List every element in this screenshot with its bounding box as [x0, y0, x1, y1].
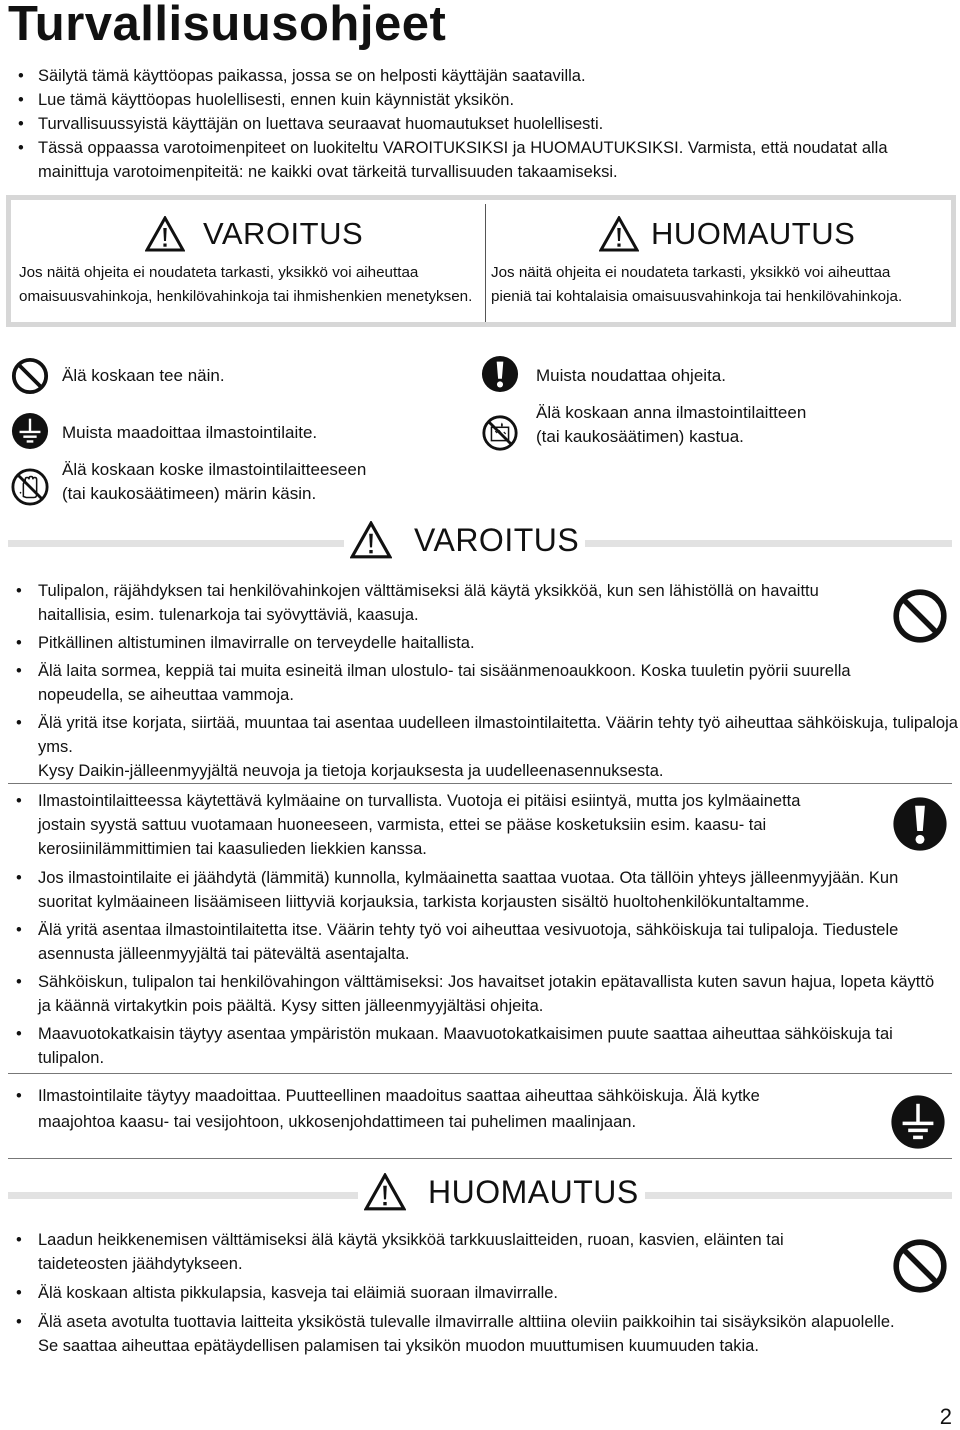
no-water-icon	[481, 414, 519, 452]
definitions-divider	[485, 204, 486, 322]
legend-never-text: Älä koskaan tee näin.	[62, 366, 225, 385]
list-item: • Pitkällinen altistuminen ilmavirralle on terveydelle haitallista.	[16, 634, 475, 652]
list-item: • Älä laita sormea, keppiä tai muita esineitä ilman ulostulo- tai sisäänmenoaukkoon. Koska tuuletin pyörii suurella nopeudella, se aiheuttaa vammoja.	[16, 662, 851, 704]
list-item: • Laadun heikkenemisen välttämiseksi älä käytä yksikköä tarkkuuslaitteiden, ruoan, kasvien, eläinten tai taideteosten jäähdytykseen.	[16, 1231, 784, 1273]
list-item: • Turvallisuussyistä käyttäjän on luettava seuraavat huomautukset huolellisesti.	[18, 115, 604, 133]
list-item: • Älä yritä itse korjata, siirtää, muuntaa tai asentaa uudelleen ilmastointilaitetta. Väärin tehty työ aiheuttaa sähköiskuja, tulipaloja yms. Kysy Daikin-jälleenmyyjältä neuvoja ja tietoja korjauksesta ja uudelleenasennuksesta.	[16, 714, 958, 780]
caution-triangle-icon	[364, 1173, 406, 1211]
intro-list	[18, 64, 958, 184]
list-item: • Jos ilmastointilaite ei jäähdytä (lämmitä) kunnolla, kylmäainetta saattaa vuotaa. Ota tällöin yhteys jälleenmyyjään. Kun suoritat kylmäaineen lisäämiseen liittyviä korjauksia, tarkista korjausten sisältö huoltohenkilökuntaltamme.	[16, 869, 899, 911]
warning-list-group3	[16, 1083, 806, 1135]
legend-follow-text: Muista noudattaa ohjeita.	[536, 366, 726, 385]
legend-wet-hands-line1: Älä koskaan koske ilmastointilaitteeseen	[62, 460, 367, 479]
ground-icon	[890, 1094, 946, 1150]
repair-advice-text: Kysy Daikin-jälleenmyyjältä neuvoja ja tietoja korjauksesta ja uudelleenasennuksesta.	[38, 762, 664, 780]
legend-no-water-line2: (tai kaukosäätimen) kastua.	[536, 427, 744, 446]
caution-section-header	[8, 1173, 952, 1217]
list-item: • Ilmastointilaite täytyy maadoittaa. Puutteellinen maadoitus saattaa aiheuttaa sähköiskuja. Älä kytke maajohtoa kaasu- tai vesijohtoon, ukkosenjohdattimeen tai puhelimen maalinjaan.	[16, 1087, 760, 1131]
caution-definition-heading: HUOMAUTUS	[599, 216, 855, 252]
caution-definition-line2: pieniä tai kohtalaisia omaisuusvahinkoja tai henkilövahinkoja.	[491, 288, 903, 305]
list-item: • Älä yritä asentaa ilmastointilaitetta itse. Väärin tehty työ voi aiheuttaa vesivuotoja, sähköiskuja tai tulipaloja. Tiedustele asennusta jälleenmyyjältä tai pätevältä asentajalta.	[16, 921, 899, 963]
definitions-box	[6, 195, 956, 327]
prohibited-icon	[892, 588, 948, 644]
list-item: • Sähköiskun, tulipalon tai henkilövahingon välttämiseksi: Jos havaitset jotakin epätavallista kuten savun hajua, lopeta käyttö ja käännä virtakytkin pois päältä. Kysy sitten jälleenmyyjältäsi ohjeita.	[16, 973, 935, 1015]
no-wet-hands-icon	[11, 468, 49, 506]
warning-definition-heading: VAROITUS	[145, 216, 363, 252]
caution-definition-line1: Jos näitä ohjeita ei noudateta tarkasti, yksikkö voi aiheuttaa	[491, 264, 891, 281]
caution-section-heading: HUOMAUTUS	[358, 1173, 645, 1211]
warning-triangle-icon	[350, 521, 392, 559]
legend-wet-hands-line2: (tai kaukosäätimeen) märin käsin.	[62, 484, 317, 503]
caution-list	[16, 1228, 896, 1358]
mandatory-icon	[481, 355, 519, 393]
list-item: • Tässä oppaassa varotoimenpiteet on luokiteltu VAROITUKSIKSI ja HUOMAUTUKSIKSI. Varmista, että noudatat alla mainittuja varotoimenpiteitä: ne kaikki ovat tärkeitä turvallisuuden takaamiseksi.	[18, 139, 888, 181]
warning-triangle-icon	[145, 216, 185, 252]
list-item: • Tulipalon, räjähdyksen tai henkilövahinkojen välttämiseksi älä käytä yksikköä, kun sen lähistöllä on havaittu haitallisia, esim. tulenarkoja tai syövyttäviä, kaasuja.	[16, 582, 819, 624]
page-number: 2	[939, 1404, 952, 1429]
page-title: Turvallisuusohjeet	[8, 0, 447, 51]
divider	[8, 1073, 952, 1074]
divider	[8, 1158, 952, 1159]
list-item: • Älä aseta avotulta tuottavia laitteita yksiköstä tulevalle ilmavirralle alttiina oleviin paikkoihin tai sisäyksikön alapuolelle. Se saattaa aiheuttaa epätäydellisen palamisen tai yksikön muodon muuttumisen kuumuuden takia.	[16, 1313, 895, 1355]
warning-definition-line1: Jos näitä ohjeita ei noudateta tarkasti, yksikkö voi aiheuttaa	[19, 264, 419, 281]
prohibited-icon	[892, 1238, 948, 1294]
warning-section-heading: VAROITUS	[344, 521, 585, 559]
warning-definition-line2: omaisuusvahinkoja, henkilövahinkoja tai ihmishenkien menetyksen.	[19, 288, 473, 305]
legend-no-water-line1: Älä koskaan anna ilmastointilaitteen	[536, 403, 807, 422]
warning-list-group2	[16, 789, 950, 1070]
list-item: • Ilmastointilaitteessa käytettävä kylmäaine on turvallista. Vuotoja ei pitäisi esiintyä, mutta jos kylmäainetta jostain syystä sattuu vuotamaan huoneeseen, varmista, ettei se pääse kosketuksiin esim. kaasu- tai kerosiinilämmittimien tai kaasulieden liekkien kanssa.	[16, 792, 801, 858]
ground-icon	[11, 412, 49, 450]
caution-triangle-icon	[599, 216, 639, 252]
prohibited-icon	[11, 357, 49, 395]
list-item: • Älä koskaan altista pikkulapsia, kasveja tai eläimiä suoraan ilmavirralle.	[16, 1284, 558, 1302]
mandatory-icon	[892, 796, 948, 852]
warning-list-group1	[16, 579, 958, 783]
warning-section-header	[8, 521, 952, 565]
legend-ground-text: Muista maadoittaa ilmastointilaite.	[62, 423, 318, 442]
list-item: • Säilytä tämä käyttöopas paikassa, jossa se on helposti käyttäjän saatavilla.	[18, 67, 586, 85]
divider	[8, 783, 952, 784]
list-item: • Maavuotokatkaisin täytyy asentaa ympäristön mukaan. Maavuotokatkaisimen puute saattaa aiheuttaa sähköiskuja tai tulipalon.	[16, 1025, 893, 1067]
list-item: • Lue tämä käyttöopas huolellisesti, ennen kuin käynnistät yksikön.	[18, 91, 515, 109]
